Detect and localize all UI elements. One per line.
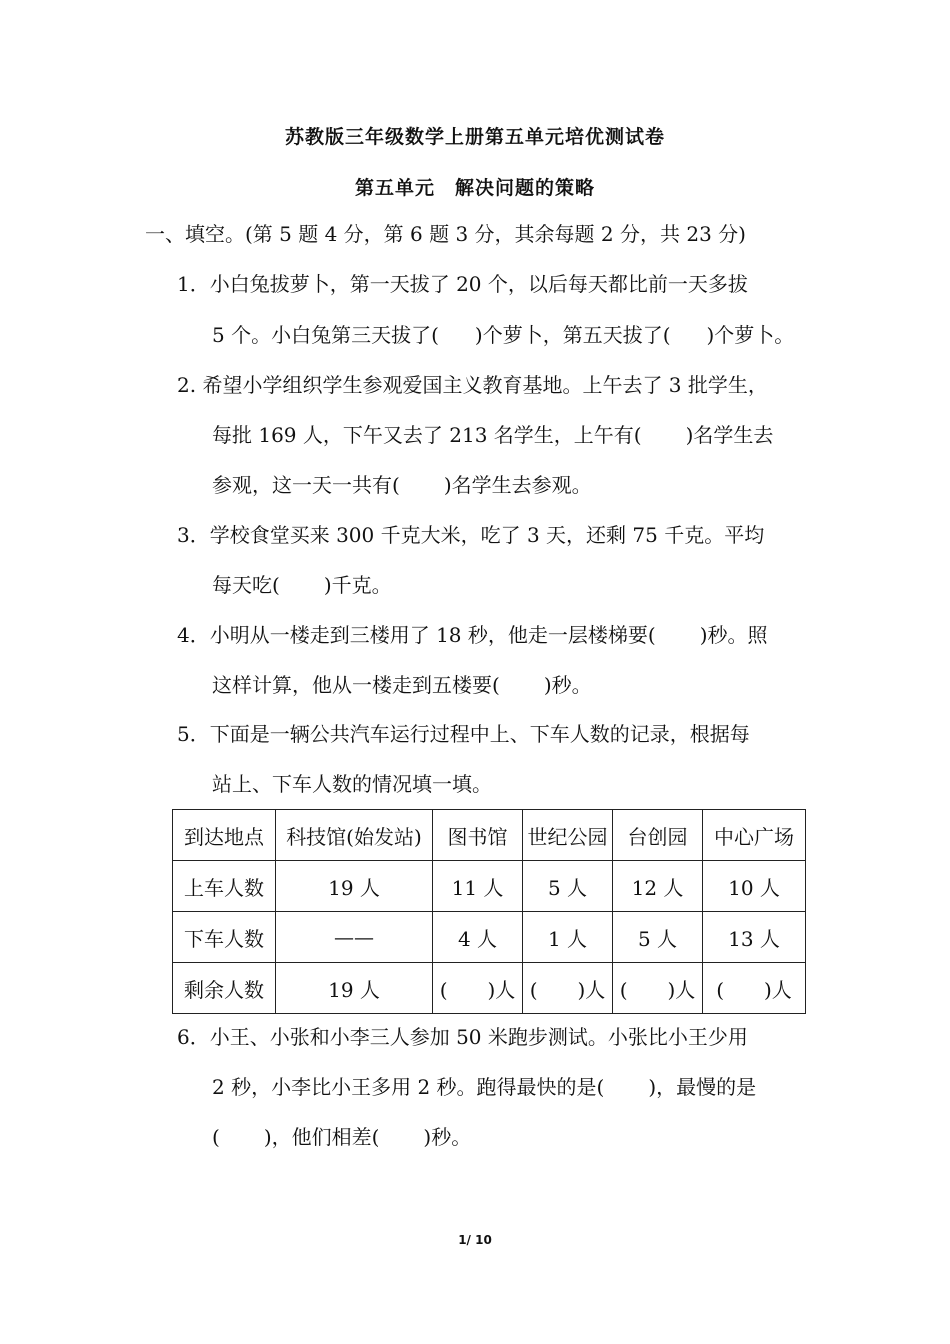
table-answer-cell[interactable]: ( )人: [433, 963, 523, 1014]
q4-text-c: 这样计算，他从一楼走到五楼要(: [212, 673, 500, 697]
q1-line1: 1．小白兔拔萝卜，第一天拔了 20 个，以后每天都比前一天多拔: [177, 272, 748, 296]
q4-line1: [177, 621, 768, 649]
q2-line2: [212, 421, 773, 449]
table-cell: 10 人: [703, 861, 806, 912]
table-cell: 19 人: [276, 963, 433, 1014]
document-title: 苏教版三年级数学上册第五单元培优测试卷: [284, 126, 665, 148]
table-cell: 上车人数: [173, 861, 276, 912]
table-header-row: [173, 810, 806, 861]
table-header-cell: 台创园: [613, 810, 703, 861]
table-answer-cell[interactable]: ( )人: [523, 963, 613, 1014]
q2-text-d: )名学生去参观。: [443, 473, 592, 497]
table-cell: 5 人: [613, 912, 703, 963]
table-header-cell: 图书馆: [433, 810, 523, 861]
q3-text-b: )千克。: [323, 573, 392, 597]
q1-text-b: )个萝卜，第五天拔了(: [474, 323, 671, 347]
q6-text-e: )秒。: [423, 1125, 472, 1149]
q6-text-b: )，最慢的是: [648, 1075, 757, 1099]
table-cell: 19 人: [276, 861, 433, 912]
q4-line2: [212, 671, 592, 699]
table-cell: 11 人: [433, 861, 523, 912]
table-answer-cell[interactable]: ( )人: [703, 963, 806, 1014]
table-cell: 12 人: [613, 861, 703, 912]
q6-line1: 6．小王、小张和小李三人参加 50 米跑步测试。小张比小王少用: [177, 1025, 748, 1049]
q6-text-a: 2 秒，小李比小王多用 2 秒。跑得最快的是(: [212, 1075, 605, 1099]
q2-text-c: 参观，这一天一共有(: [212, 473, 400, 497]
table-cell: 13 人: [703, 912, 806, 963]
q5-line2: 站上、下车人数的情况填一填。: [212, 772, 492, 796]
q6-text-d: )，他们相差(: [263, 1125, 380, 1149]
table-cell: 1 人: [523, 912, 613, 963]
q2-text-b: )名学生去: [685, 423, 774, 447]
table-header-cell: 世纪公园: [523, 810, 613, 861]
q6-text-c: (: [212, 1125, 220, 1149]
table-header-cell: 中心广场: [703, 810, 806, 861]
table-header-cell: 科技馆(始发站): [276, 810, 433, 861]
q4-text-b: )秒。照: [699, 623, 768, 647]
table-cell: 5 人: [523, 861, 613, 912]
table-header-cell: 到达地点: [173, 810, 276, 861]
document-subtitle: 第五单元 解决问题的策略: [354, 177, 595, 199]
q3-line1: 3．学校食堂买来 300 千克大米，吃了 3 天，还剩 75 千克。平均: [177, 523, 765, 547]
q2-text-a: 每批 169 人，下午又去了 213 名学生，上午有(: [212, 423, 642, 447]
bus-stops-table: [172, 809, 806, 1014]
page-number: 1/ 10: [458, 1233, 492, 1247]
table-cell: ——: [276, 912, 433, 963]
table-cell: 下车人数: [173, 912, 276, 963]
q2-line1: 2. 希望小学组织学生参观爱国主义教育基地。上午去了 3 批学生，: [177, 373, 768, 397]
q3-text-a: 每天吃(: [212, 573, 280, 597]
q6-line3: [212, 1123, 471, 1151]
table-cell: 剩余人数: [173, 963, 276, 1014]
q5-line1: 5．下面是一辆公共汽车运行过程中上、下车人数的记录，根据每: [177, 722, 750, 746]
q4-text-a: 4．小明从一楼走到三楼用了 18 秒，他走一层楼梯要(: [177, 623, 656, 647]
q4-text-d: )秒。: [543, 673, 592, 697]
q1-line2: [212, 321, 794, 349]
table-answer-cell[interactable]: ( )人: [613, 963, 703, 1014]
table-cell: 4 人: [433, 912, 523, 963]
table-row: [173, 861, 806, 912]
q1-text-a: 5 个。小白兔第三天拔了(: [212, 323, 439, 347]
q6-line2: [212, 1073, 756, 1101]
q3-line2: [212, 571, 392, 599]
table-row: [173, 963, 806, 1014]
q1-text-c: )个萝卜。: [706, 323, 795, 347]
q2-line3: [212, 471, 592, 499]
section-heading: 一、填空。(第 5 题 4 分，第 6 题 3 分，其余每题 2 分，共 23 分): [145, 222, 746, 246]
table-row: [173, 912, 806, 963]
